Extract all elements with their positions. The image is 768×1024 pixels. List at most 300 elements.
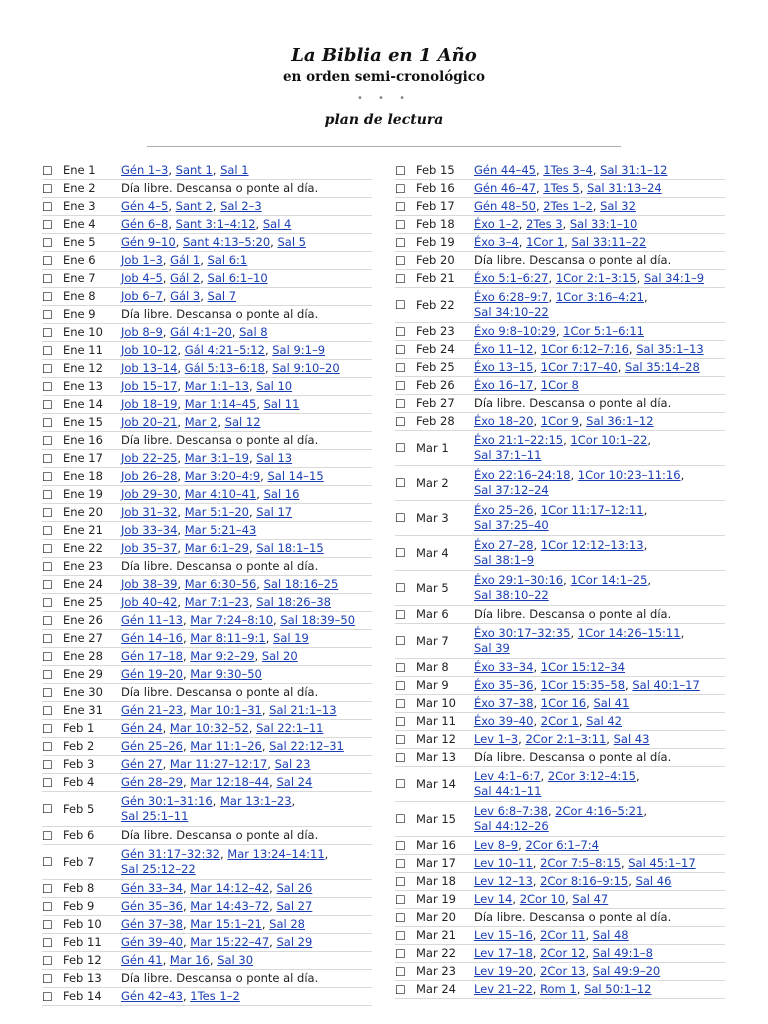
- scripture-link[interactable]: Sant 3:1–4:12: [175, 217, 256, 231]
- scripture-link[interactable]: Sal 4: [262, 217, 292, 231]
- scripture-link[interactable]: Sal 30: [217, 953, 254, 967]
- scripture-link[interactable]: Gén 21–23: [121, 703, 183, 717]
- scripture-link[interactable]: Job 26–28: [121, 469, 178, 483]
- scripture-link[interactable]: Sal 13: [256, 451, 293, 465]
- scripture-link[interactable]: Mar 9:30–50: [190, 667, 262, 681]
- scripture-link[interactable]: Gén 4–5: [121, 199, 169, 213]
- checkbox-icon[interactable]: ☐: [395, 581, 406, 595]
- checkbox-icon[interactable]: ☐: [42, 217, 53, 232]
- scripture-link[interactable]: Sal 41: [593, 696, 630, 710]
- scripture-link[interactable]: Job 6–7: [121, 289, 163, 303]
- scripture-link[interactable]: Sal 36:1–12: [586, 414, 654, 428]
- scripture-link[interactable]: Gén 42–43: [121, 989, 183, 1003]
- scripture-link[interactable]: Sal 37:25–40: [474, 518, 549, 532]
- scripture-link[interactable]: Sal 18:39–50: [280, 613, 356, 627]
- checkbox-icon[interactable]: ☐: [395, 217, 406, 232]
- scripture-link[interactable]: Job 29–30: [121, 487, 178, 501]
- scripture-link[interactable]: Sal 27: [276, 899, 313, 913]
- scripture-link[interactable]: Éxo 18–20: [474, 414, 534, 428]
- scripture-link[interactable]: Sal 29: [276, 935, 313, 949]
- checkbox-icon[interactable]: ☐: [395, 235, 406, 250]
- scripture-link[interactable]: Sal 12: [224, 415, 261, 429]
- checkbox-icon[interactable]: ☐: [42, 802, 53, 816]
- checkbox-icon[interactable]: ☐: [395, 378, 406, 393]
- checkbox-icon[interactable]: ☐: [42, 989, 53, 1004]
- scripture-link[interactable]: 2Cor 13: [540, 964, 586, 978]
- scripture-link[interactable]: Éxo 9:8–10:29: [474, 324, 556, 338]
- scripture-link[interactable]: 1Tes 3–4: [543, 163, 593, 177]
- scripture-link[interactable]: 1Cor 5:1–6:11: [563, 324, 644, 338]
- scripture-link[interactable]: Job 22–25: [121, 451, 178, 465]
- checkbox-icon[interactable]: ☐: [42, 235, 53, 250]
- checkbox-icon[interactable]: ☐: [395, 199, 406, 214]
- scripture-link[interactable]: Mar 14:12–42: [190, 881, 270, 895]
- scripture-link[interactable]: Mar 2: [184, 415, 218, 429]
- scripture-link[interactable]: Sal 49:9–20: [592, 964, 661, 978]
- scripture-link[interactable]: Sal 19: [273, 631, 309, 645]
- scripture-link[interactable]: Éxo 29:1–30:16: [474, 573, 564, 587]
- scripture-link[interactable]: Mar 4:10–41: [184, 487, 257, 501]
- scripture-link[interactable]: Sal 14–15: [267, 469, 324, 483]
- scripture-link[interactable]: Lev 17–18: [474, 946, 533, 960]
- scripture-link[interactable]: Sal 38:1–9: [474, 553, 535, 567]
- scripture-link[interactable]: Sal 46: [635, 874, 672, 888]
- scripture-link[interactable]: Gén 25–26: [121, 739, 183, 753]
- checkbox-icon[interactable]: ☐: [395, 253, 406, 268]
- scripture-link[interactable]: Sal 21:1–13: [269, 703, 337, 717]
- checkbox-icon[interactable]: ☐: [42, 307, 53, 322]
- scripture-link[interactable]: Sal 33:11–22: [571, 235, 647, 249]
- checkbox-icon[interactable]: ☐: [395, 163, 406, 178]
- scripture-link[interactable]: Mar 3:20–4:9: [184, 469, 261, 483]
- scripture-link[interactable]: Sal 34:10–22: [474, 305, 549, 319]
- checkbox-icon[interactable]: ☐: [42, 935, 53, 950]
- scripture-link[interactable]: Éxo 16–17: [474, 378, 534, 392]
- scripture-link[interactable]: Mar 14:43–72: [190, 899, 270, 913]
- scripture-link[interactable]: Lev 1–3: [474, 732, 519, 746]
- scripture-link[interactable]: Gén 11–13: [121, 613, 183, 627]
- scripture-link[interactable]: Sal 9:10–20: [272, 361, 340, 375]
- scripture-link[interactable]: Sal 48: [592, 928, 629, 942]
- scripture-link[interactable]: 1Cor 1: [526, 235, 565, 249]
- scripture-link[interactable]: Gén 46–47: [474, 181, 536, 195]
- checkbox-icon[interactable]: ☐: [395, 714, 406, 729]
- scripture-link[interactable]: Gén 48–50: [474, 199, 536, 213]
- checkbox-icon[interactable]: ☐: [395, 360, 406, 375]
- scripture-link[interactable]: Sal 31:13–24: [587, 181, 662, 195]
- scripture-link[interactable]: Gál 2: [170, 271, 201, 285]
- scripture-link[interactable]: Gén 24: [121, 721, 163, 735]
- checkbox-icon[interactable]: ☐: [395, 910, 406, 925]
- checkbox-icon[interactable]: ☐: [42, 721, 53, 736]
- scripture-link[interactable]: Job 35–37: [121, 541, 178, 555]
- checkbox-icon[interactable]: ☐: [395, 838, 406, 853]
- scripture-link[interactable]: Mar 10:1–31: [190, 703, 262, 717]
- scripture-link[interactable]: Éxo 5:1–6:27: [474, 271, 549, 285]
- checkbox-icon[interactable]: ☐: [42, 163, 53, 178]
- reading-refs: Día libre. Descansa o ponte al día.: [121, 307, 319, 321]
- checkbox-icon[interactable]: ☐: [42, 703, 53, 718]
- scripture-link[interactable]: Sal 35:1–13: [636, 342, 704, 356]
- checkbox-icon[interactable]: ☐: [395, 511, 406, 525]
- scripture-link[interactable]: Job 13–14: [121, 361, 178, 375]
- scripture-link[interactable]: Mar 11:27–12:17: [169, 757, 268, 771]
- scripture-link[interactable]: Sal 34:1–9: [643, 271, 705, 285]
- scripture-link[interactable]: Sal 37:1–11: [474, 448, 542, 462]
- checkbox-icon[interactable]: ☐: [42, 855, 53, 869]
- scripture-link[interactable]: Mar 12:18–44: [190, 775, 270, 789]
- checkbox-icon[interactable]: ☐: [395, 476, 406, 490]
- checkbox-icon[interactable]: ☐: [395, 928, 406, 943]
- scripture-link[interactable]: 2Tes 1–2: [543, 199, 593, 213]
- scripture-link[interactable]: Gál 1: [170, 253, 201, 267]
- scripture-link[interactable]: 1Tes 1–2: [190, 989, 240, 1003]
- scripture-link[interactable]: 2Cor 4:16–5:21: [555, 804, 644, 818]
- checkbox-icon[interactable]: ☐: [395, 324, 406, 339]
- scripture-link[interactable]: Job 8–9: [121, 325, 163, 339]
- scripture-link[interactable]: Job 38–39: [121, 577, 178, 591]
- scripture-link[interactable]: Sal 44:1–11: [474, 784, 542, 798]
- scripture-link[interactable]: 1Cor 6:12–7:16: [540, 342, 629, 356]
- scripture-link[interactable]: Sal 50:1–12: [584, 982, 652, 996]
- scripture-link[interactable]: Gén 30:1–31:16: [121, 794, 213, 808]
- scripture-link[interactable]: Mar 6:1–29: [184, 541, 249, 555]
- scripture-link[interactable]: Mar 13:24–14:11: [227, 847, 325, 861]
- scripture-link[interactable]: 1Cor 15:35–58: [540, 678, 626, 692]
- scripture-link[interactable]: Job 4–5: [121, 271, 163, 285]
- scripture-link[interactable]: Job 1–3: [121, 253, 163, 267]
- scripture-link[interactable]: 1Cor 7:17–40: [540, 360, 618, 374]
- scripture-link[interactable]: Gén 39–40: [121, 935, 183, 949]
- scripture-link[interactable]: Sal 6:1–10: [207, 271, 268, 285]
- scripture-link[interactable]: Mar 7:24–8:10: [190, 613, 274, 627]
- scripture-link[interactable]: Sal 7: [207, 289, 237, 303]
- scripture-link[interactable]: 2Cor 2:1–3:11: [525, 732, 607, 746]
- scripture-link[interactable]: Gén 19–20: [121, 667, 183, 681]
- checkbox-icon[interactable]: ☐: [395, 856, 406, 871]
- scripture-link[interactable]: Job 10–12: [121, 343, 178, 357]
- scripture-link[interactable]: Éxo 30:17–32:35: [474, 626, 571, 640]
- scripture-link[interactable]: 1Tes 5: [543, 181, 580, 195]
- scripture-link[interactable]: Mar 5:21–43: [184, 523, 257, 537]
- checkbox-icon[interactable]: ☐: [42, 613, 53, 628]
- scripture-link[interactable]: Sal 9:1–9: [272, 343, 326, 357]
- scripture-link[interactable]: Éxo 1–2: [474, 217, 519, 231]
- scripture-link[interactable]: Sal 31:1–12: [600, 163, 668, 177]
- checkbox-icon[interactable]: ☐: [42, 649, 53, 664]
- scripture-link[interactable]: Gén 1–3: [121, 163, 169, 177]
- checkbox-icon[interactable]: ☐: [42, 325, 53, 340]
- scripture-link[interactable]: 1Cor 3:16–4:21: [555, 290, 644, 304]
- scripture-link[interactable]: 2Cor 12: [540, 946, 586, 960]
- scripture-link[interactable]: 2Cor 1: [540, 714, 579, 728]
- scripture-link[interactable]: 1Cor 15:12–34: [540, 660, 626, 674]
- scripture-link[interactable]: Gén 17–18: [121, 649, 183, 663]
- checkbox-icon[interactable]: ☐: [42, 775, 53, 790]
- scripture-link[interactable]: Sal 16: [263, 487, 300, 501]
- scripture-link[interactable]: Mar 11:1–26: [190, 739, 262, 753]
- scripture-link[interactable]: Sant 1: [175, 163, 213, 177]
- scripture-link[interactable]: Sal 11: [263, 397, 300, 411]
- scripture-link[interactable]: Gén 14–16: [121, 631, 183, 645]
- scripture-link[interactable]: Gén 31:17–32:32: [121, 847, 220, 861]
- scripture-link[interactable]: Sal 33:1–10: [569, 217, 638, 231]
- scripture-link[interactable]: Gén 44–45: [474, 163, 536, 177]
- checkbox-icon[interactable]: ☐: [42, 469, 53, 484]
- scripture-link[interactable]: Rom 1: [540, 982, 577, 996]
- scripture-link[interactable]: Lev 10–11: [474, 856, 533, 870]
- scripture-link[interactable]: 1Cor 10:1–22: [570, 433, 648, 447]
- checkbox-icon[interactable]: ☐: [395, 750, 406, 765]
- checkbox-icon[interactable]: ☐: [395, 982, 406, 997]
- checkbox-icon[interactable]: ☐: [395, 777, 406, 791]
- scripture-link[interactable]: Sal 42: [586, 714, 622, 728]
- checkbox-icon[interactable]: ☐: [42, 271, 53, 286]
- scripture-link[interactable]: 1Cor 12:12–13:13: [540, 538, 644, 552]
- scripture-link[interactable]: 1Cor 8: [540, 378, 579, 392]
- scripture-link[interactable]: Gén 28–29: [121, 775, 183, 789]
- checkbox-icon[interactable]: ☐: [395, 732, 406, 747]
- scripture-link[interactable]: Mar 1:14–45: [184, 397, 257, 411]
- scripture-link[interactable]: 2Cor 3:12–4:15: [547, 769, 636, 783]
- scripture-link[interactable]: 1Cor 14:1–25: [570, 573, 648, 587]
- scripture-link[interactable]: Mar 16: [169, 953, 210, 967]
- checkbox-icon[interactable]: ☐: [42, 881, 53, 896]
- scripture-link[interactable]: Gén 37–38: [121, 917, 183, 931]
- reading-refs: Lev 17–18, 2Cor 12, Sal 49:1–8: [474, 946, 653, 960]
- scripture-link[interactable]: Éxo 27–28: [474, 538, 534, 552]
- checkbox-icon[interactable]: ☐: [42, 253, 53, 268]
- scripture-link[interactable]: Sal 8: [239, 325, 268, 339]
- checkbox-icon[interactable]: ☐: [42, 577, 53, 592]
- scripture-link[interactable]: Mar 15:22–47: [190, 935, 270, 949]
- checkbox-icon[interactable]: ☐: [42, 361, 53, 376]
- checkbox-icon[interactable]: ☐: [42, 433, 53, 448]
- scripture-link[interactable]: Lev 12–13: [474, 874, 533, 888]
- scripture-link[interactable]: Sal 2–3: [220, 199, 262, 213]
- scripture-link[interactable]: Éxo 11–12: [474, 342, 534, 356]
- scripture-link[interactable]: Lev 19–20: [474, 964, 533, 978]
- scripture-link[interactable]: 1Cor 2:1–3:15: [555, 271, 637, 285]
- scripture-link[interactable]: Sal 45:1–17: [628, 856, 696, 870]
- scripture-link[interactable]: Sal 22:12–31: [269, 739, 344, 753]
- scripture-link[interactable]: 2Cor 10: [519, 892, 566, 906]
- scripture-link[interactable]: Mar 7:1–23: [184, 595, 249, 609]
- scripture-link[interactable]: Sal 25:1–11: [121, 809, 189, 823]
- checkbox-icon[interactable]: ☐: [395, 396, 406, 411]
- scripture-link[interactable]: Gén 35–36: [121, 899, 183, 913]
- scripture-link[interactable]: Sal 24: [276, 775, 313, 789]
- scripture-link[interactable]: Mar 8:11–9:1: [190, 631, 266, 645]
- scripture-link[interactable]: Éxo 21:1–22:15: [474, 433, 564, 447]
- scripture-link[interactable]: Sal 43: [613, 732, 650, 746]
- checkbox-icon[interactable]: ☐: [42, 971, 53, 986]
- scripture-link[interactable]: Éxo 35–36: [474, 678, 534, 692]
- scripture-link[interactable]: Sant 4:13–5:20: [182, 235, 271, 249]
- checkbox-icon[interactable]: ☐: [42, 757, 53, 772]
- scripture-link[interactable]: Sal 35:14–28: [625, 360, 700, 374]
- scripture-link[interactable]: Mar 13:1–23: [219, 794, 292, 808]
- checkbox-icon[interactable]: ☐: [42, 739, 53, 754]
- checkbox-icon[interactable]: ☐: [395, 414, 406, 429]
- scripture-link[interactable]: Sal 49:1–8: [592, 946, 653, 960]
- checkbox-icon[interactable]: ☐: [42, 685, 53, 700]
- checkbox-icon[interactable]: ☐: [42, 595, 53, 610]
- scripture-link[interactable]: 1Cor 14:26–15:11: [577, 626, 681, 640]
- checkbox-icon[interactable]: ☐: [395, 874, 406, 889]
- scripture-link[interactable]: Job 40–42: [121, 595, 178, 609]
- scripture-link[interactable]: Sal 47: [572, 892, 609, 906]
- reading-date: Feb 4: [63, 775, 95, 789]
- checkbox-icon[interactable]: ☐: [395, 298, 406, 312]
- checkbox-icon[interactable]: ☐: [42, 667, 53, 682]
- checkbox-icon[interactable]: ☐: [42, 523, 53, 538]
- scripture-link[interactable]: Sal 6:1: [207, 253, 248, 267]
- checkbox-icon[interactable]: ☐: [395, 678, 406, 693]
- scripture-link[interactable]: Sal 18:26–38: [256, 595, 332, 609]
- checkbox-icon[interactable]: ☐: [42, 505, 53, 520]
- scripture-link[interactable]: Lev 21–22: [474, 982, 533, 996]
- scripture-link[interactable]: Sal 39: [474, 641, 510, 655]
- scripture-link[interactable]: Mar 5:1–20: [184, 505, 249, 519]
- checkbox-icon[interactable]: ☐: [42, 899, 53, 914]
- reading-date: Ene 12: [63, 361, 103, 375]
- scripture-link[interactable]: Gén 27: [121, 757, 163, 771]
- scripture-link[interactable]: 1Cor 10:23–11:16: [577, 468, 681, 482]
- scripture-link[interactable]: 1Cor 16: [540, 696, 587, 710]
- scripture-link[interactable]: Sal 17: [256, 505, 293, 519]
- reading-refs: Éxo 18–20, 1Cor 9, Sal 36:1–12: [474, 414, 654, 428]
- scripture-link[interactable]: Job 15–17: [121, 379, 178, 393]
- checkbox-icon[interactable]: ☐: [395, 660, 406, 675]
- scripture-link[interactable]: Sal 5: [277, 235, 306, 249]
- scripture-link[interactable]: 1Cor 9: [540, 414, 579, 428]
- scripture-link[interactable]: Sal 32: [600, 199, 636, 213]
- reading-refs: Job 15–17, Mar 1:1–13, Sal 10: [121, 379, 293, 393]
- scripture-link[interactable]: 2Cor 8:16–9:15: [540, 874, 629, 888]
- scripture-link[interactable]: Sal 22:1–11: [256, 721, 324, 735]
- scripture-link[interactable]: Mar 10:32–52: [169, 721, 249, 735]
- scripture-link[interactable]: Gál 3: [170, 289, 201, 303]
- scripture-link[interactable]: Job 31–32: [121, 505, 178, 519]
- checkbox-icon[interactable]: ☐: [395, 181, 406, 196]
- checkbox-icon[interactable]: ☐: [395, 607, 406, 622]
- checkbox-icon[interactable]: ☐: [395, 634, 406, 648]
- scripture-link[interactable]: Gén 33–34: [121, 881, 183, 895]
- scripture-link[interactable]: 2Tes 3: [526, 217, 563, 231]
- reading-date: Feb 14: [63, 989, 102, 1003]
- checkbox-icon[interactable]: ☐: [395, 946, 406, 961]
- scripture-link[interactable]: Sal 23: [274, 757, 311, 771]
- checkbox-icon[interactable]: ☐: [42, 953, 53, 968]
- scripture-link[interactable]: Sal 28: [269, 917, 305, 931]
- scripture-link[interactable]: Sal 1: [220, 163, 249, 177]
- scripture-link[interactable]: Lev 15–16: [474, 928, 533, 942]
- scripture-link[interactable]: Éxo 25–26: [474, 503, 534, 517]
- scripture-link[interactable]: Gén 41: [121, 953, 163, 967]
- checkbox-icon[interactable]: ☐: [395, 964, 406, 979]
- checkbox-icon[interactable]: ☐: [395, 441, 406, 455]
- scripture-link[interactable]: Éxo 22:16–24:18: [474, 468, 571, 482]
- scripture-link[interactable]: Éxo 6:28–9:7: [474, 290, 549, 304]
- scripture-link[interactable]: Mar 6:30–56: [184, 577, 257, 591]
- scripture-link[interactable]: Job 18–19: [121, 397, 178, 411]
- scripture-link[interactable]: Sal 20: [261, 649, 298, 663]
- scripture-link[interactable]: Sant 2: [175, 199, 213, 213]
- scripture-link[interactable]: Éxo 3–4: [474, 235, 519, 249]
- scripture-link[interactable]: Lev 8–9: [474, 838, 519, 852]
- checkbox-icon[interactable]: ☐: [395, 812, 406, 826]
- checkbox-icon[interactable]: ☐: [395, 342, 406, 357]
- scripture-link[interactable]: Sal 26: [276, 881, 313, 895]
- scripture-link[interactable]: Sal 25:12–22: [121, 862, 196, 876]
- scripture-link[interactable]: Gén 9–10: [121, 235, 176, 249]
- reading-refs: Éxo 11–12, 1Cor 6:12–7:16, Sal 35:1–13: [474, 342, 704, 356]
- scripture-link[interactable]: Mar 15:1–21: [190, 917, 262, 931]
- checkbox-icon[interactable]: ☐: [42, 181, 53, 196]
- scripture-link[interactable]: Mar 9:2–29: [190, 649, 255, 663]
- checkbox-icon[interactable]: ☐: [42, 631, 53, 646]
- scripture-link[interactable]: Lev 4:1–6:7: [474, 769, 541, 783]
- scripture-link[interactable]: Lev 14: [474, 892, 513, 906]
- scripture-link[interactable]: Éxo 13–15: [474, 360, 534, 374]
- checkbox-icon[interactable]: ☐: [42, 828, 53, 843]
- scripture-link[interactable]: Éxo 33–34: [474, 660, 534, 674]
- checkbox-icon[interactable]: ☐: [42, 541, 53, 556]
- checkbox-icon[interactable]: ☐: [42, 487, 53, 502]
- scripture-link[interactable]: Gén 6–8: [121, 217, 169, 231]
- scripture-link[interactable]: Éxo 37–38: [474, 696, 534, 710]
- scripture-link[interactable]: Sal 18:16–25: [263, 577, 339, 591]
- checkbox-icon[interactable]: ☐: [42, 917, 53, 932]
- checkbox-icon[interactable]: ☐: [395, 696, 406, 711]
- checkbox-icon[interactable]: ☐: [395, 892, 406, 907]
- checkbox-icon[interactable]: ☐: [395, 271, 406, 286]
- scripture-link[interactable]: Mar 1:1–13: [184, 379, 249, 393]
- header-divider: [147, 146, 621, 147]
- scripture-link[interactable]: Gál 4:1–20: [170, 325, 232, 339]
- scripture-link[interactable]: 2Cor 7:5–8:15: [540, 856, 621, 870]
- scripture-link[interactable]: Sal 38:10–22: [474, 588, 549, 602]
- scripture-link[interactable]: 1Cor 11:17–12:11: [540, 503, 644, 517]
- scripture-link[interactable]: Éxo 39–40: [474, 714, 534, 728]
- scripture-link[interactable]: Job 33–34: [121, 523, 178, 537]
- scripture-link[interactable]: Gál 5:13–6:18: [184, 361, 265, 375]
- scripture-link[interactable]: Sal 37:12–24: [474, 483, 549, 497]
- scripture-link[interactable]: Sal 10: [256, 379, 293, 393]
- checkbox-icon[interactable]: ☐: [42, 451, 53, 466]
- scripture-link[interactable]: 2Cor 6:1–7:4: [525, 838, 599, 852]
- checkbox-icon[interactable]: ☐: [42, 379, 53, 394]
- checkbox-icon[interactable]: ☐: [42, 199, 53, 214]
- reading-refs: Job 6–7, Gál 3, Sal 7: [121, 289, 237, 303]
- scripture-link[interactable]: Lev 6:8–7:38: [474, 804, 548, 818]
- checkbox-icon[interactable]: ☐: [42, 559, 53, 574]
- checkbox-icon[interactable]: ☐: [42, 343, 53, 358]
- scripture-link[interactable]: Sal 40:1–17: [632, 678, 700, 692]
- checkbox-icon[interactable]: ☐: [42, 415, 53, 430]
- checkbox-icon[interactable]: ☐: [395, 546, 406, 560]
- reading-date: Feb 21: [416, 271, 455, 285]
- checkbox-icon[interactable]: ☐: [42, 397, 53, 412]
- scripture-link[interactable]: Job 20–21: [121, 415, 178, 429]
- scripture-link[interactable]: Mar 3:1–19: [184, 451, 249, 465]
- checkbox-icon[interactable]: ☐: [42, 289, 53, 304]
- scripture-link[interactable]: Gál 4:21–5:12: [184, 343, 265, 357]
- scripture-link[interactable]: Sal 18:1–15: [256, 541, 324, 555]
- scripture-link[interactable]: Sal 44:12–26: [474, 819, 549, 833]
- scripture-link[interactable]: 2Cor 11: [540, 928, 586, 942]
